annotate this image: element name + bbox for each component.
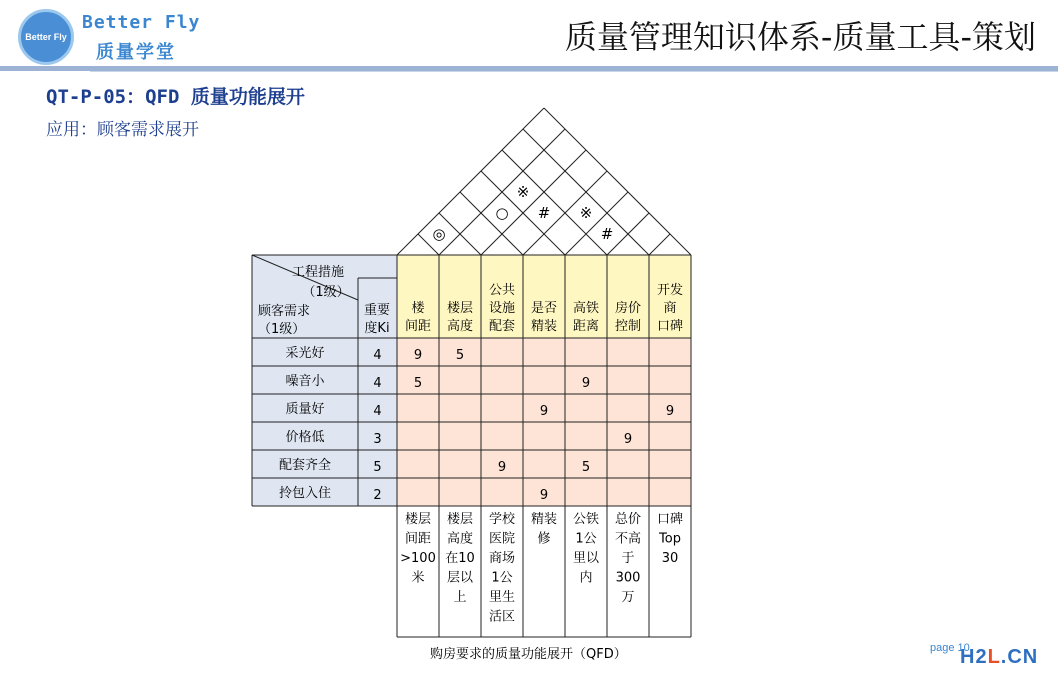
relationship-value: 9: [497, 460, 507, 475]
target-value: 里以: [572, 551, 600, 566]
requirement-label: 质量好: [285, 402, 325, 417]
section-subtitle: 应用：顾客需求展开: [46, 120, 199, 140]
figure-caption: 购房要求的质量功能展开（QFD）: [430, 647, 627, 662]
target-value: 层以: [446, 570, 474, 586]
target-value: 高度: [446, 531, 474, 547]
technical-measure-label: 距离: [572, 319, 600, 334]
roof-edge: [397, 108, 544, 255]
target-value: 30: [661, 551, 679, 566]
target-value: 间距: [404, 531, 432, 547]
technical-measure-label: 高度: [446, 319, 474, 334]
target-value: 300: [615, 570, 641, 586]
target-value: 在10: [445, 551, 475, 566]
target-value: 总价: [614, 512, 642, 527]
roof-edge: [544, 108, 691, 255]
target-value: 不高: [614, 531, 642, 547]
target-value: 学校: [488, 512, 516, 527]
technical-measure-label: 是否: [530, 301, 558, 316]
technical-measure-label: 精装: [530, 319, 558, 334]
importance-header: 度Ki: [364, 321, 390, 336]
page-number: page 10: [930, 642, 970, 654]
brand-name-cn: 质量学堂: [96, 42, 176, 63]
requirement-weight: 5: [373, 460, 382, 475]
target-value: Top: [659, 531, 681, 547]
technical-measure-label: 楼: [411, 301, 425, 316]
relationship-value: 9: [413, 348, 423, 363]
technical-measure-label: 公共: [488, 283, 516, 298]
target-value: 医院: [488, 531, 516, 547]
requirement-label: 拎包入住: [278, 486, 332, 501]
correlation-symbol: ◎: [432, 225, 446, 243]
target-value: 万: [621, 590, 635, 605]
correlation-symbol: #: [537, 204, 551, 222]
roof-grid-line: [481, 150, 586, 255]
requirement-label: 采光好: [285, 346, 325, 361]
roof-grid-line: [502, 150, 607, 255]
technical-measure-label: 控制: [614, 319, 642, 334]
watermark-part: L: [987, 646, 1001, 668]
requirement-label: 噪音小: [285, 374, 325, 389]
requirement-weight: 4: [373, 376, 382, 391]
correlation-symbol: #: [600, 225, 614, 243]
corner-label-requirements-level: （1级）: [258, 322, 306, 337]
relationship-value: 5: [455, 348, 465, 363]
relationship-value: 5: [413, 376, 423, 391]
logo-circle-text: Better Fly: [25, 32, 67, 42]
corner-label-measures: 工程措施: [291, 265, 345, 280]
target-value: 内: [579, 570, 593, 586]
technical-measure-label: 房价: [614, 301, 642, 316]
relationship-value: 9: [539, 488, 549, 503]
requirement-weight: 4: [373, 404, 382, 419]
corner-label-requirements: 顾客需求: [258, 304, 311, 319]
watermark-part: .CN: [1000, 646, 1039, 668]
importance-header: 重要: [363, 303, 391, 318]
technical-measure-label: 配套: [488, 319, 516, 334]
watermark-part: H2: [960, 646, 988, 668]
section-title: QT-P-05：QFD 质量功能展开: [46, 86, 305, 108]
relationship-value: 9: [539, 404, 549, 419]
target-value: 修: [537, 531, 551, 547]
slide-title: 质量管理知识体系-质量工具-策划: [564, 18, 1036, 56]
target-value: >100: [400, 551, 436, 566]
requirement-weight: 2: [373, 488, 382, 503]
relationship-value: 9: [665, 404, 675, 419]
correlation-symbol: ○: [495, 204, 509, 222]
target-value: 楼层: [446, 512, 474, 527]
relationship-value: 5: [581, 460, 591, 475]
target-value: 精装: [530, 512, 558, 527]
requirement-label: 价格低: [285, 430, 325, 445]
technical-measure-label: 间距: [404, 319, 432, 334]
target-value: 于: [621, 551, 635, 566]
technical-measure-label: 设施: [488, 301, 516, 316]
requirement-weight: 3: [373, 432, 382, 447]
target-value: 米: [411, 570, 425, 586]
target-value: 商场: [488, 551, 516, 566]
requirement-weight: 4: [373, 348, 382, 363]
roof-grid-line: [460, 192, 523, 255]
technical-measure-label: 楼层: [446, 301, 474, 316]
target-value: 里生: [488, 590, 516, 605]
correlation-symbol: ※: [579, 204, 593, 222]
roof-grid-line: [649, 234, 670, 255]
technical-measure-label: 商: [663, 301, 677, 316]
target-value: 1公: [491, 570, 513, 586]
technical-measure-label: 口碑: [656, 319, 684, 334]
target-value: 1公: [575, 531, 597, 547]
requirement-label: 配套齐全: [278, 458, 332, 473]
correlation-symbol: ※: [516, 183, 530, 201]
target-value: 活区: [488, 609, 516, 625]
corner-label-measures-level: （1级）: [302, 285, 350, 300]
relationship-value: 9: [581, 376, 591, 391]
target-value: 楼层: [404, 512, 432, 527]
relationship-value: 9: [623, 432, 633, 447]
roof-grid-line: [565, 192, 628, 255]
technical-measure-label: 开发: [656, 283, 684, 298]
watermark-logo: [960, 646, 1038, 669]
target-value: 上: [453, 590, 467, 605]
target-value: 口碑: [656, 512, 684, 527]
technical-measure-label: 高铁: [572, 301, 600, 316]
target-value: 公铁: [572, 512, 600, 527]
brand-name-en: Better Fly: [82, 12, 201, 33]
